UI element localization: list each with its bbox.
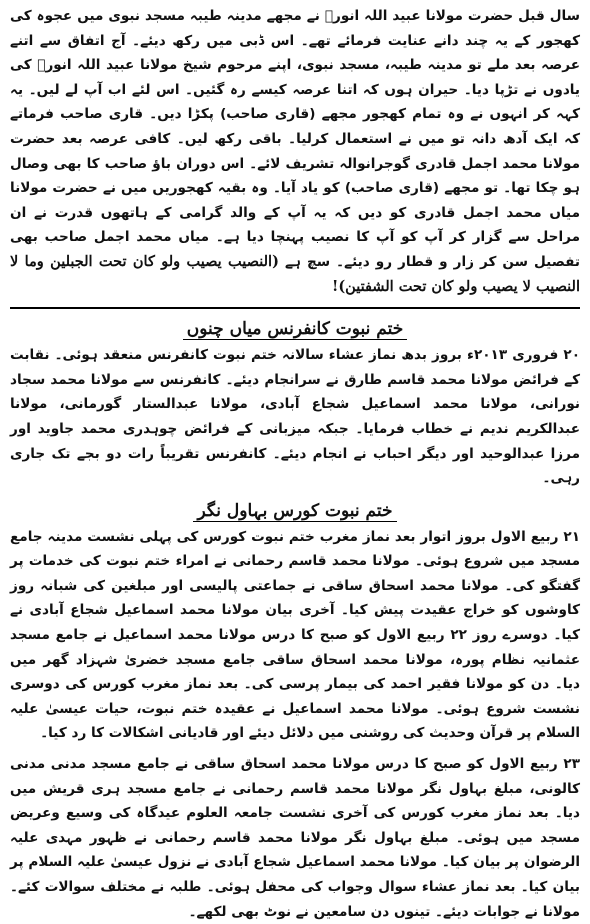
section-heading-mian-channu: ختم نبوت کانفرنس میاں چنوں <box>10 315 580 343</box>
section-paragraph: ۲۱ ربیع الاول بروز اتوار بعد نماز مغرب ختم نبوت کورس کی پہلی نشست مدینہ جامع مسجد میں شروع ہوئی۔ مولانا محمد قاسم رحمانی نے امراء ختم نبوت کی خدمات پر گفتگو کی۔ مولانا محمد اسحاق ساقی نے جماعتی پالیسی اور مبلغین کی شبانہ روز کاوشوں کو خراج عقیدت پیش کیا۔ آخری بیان مولانا محمد اسماعیل شجاع آبادی نے کیا۔ دوسرے روز ۲۲ ربیع الاول کو صبح کا درس مولانا محمد اسماعیل نے جامع مسجد عثمانیہ نظام پورہ، مولانا محمد اسحاق ساقی جامع مسجد خضریٰ شہزاد گھر میں دیا۔ دن کو مولانا فقیر احمد کی بیمار پرسی کی۔ بعد نماز مغرب کورس کی دوسری نشست شروع ہوئی۔ مولانا محمد اسماعیل نے عقیدہ ختم نبوت، حیات عیسیٰ علیہ السلام پر قرآن وحدیث کی روشنی میں دلائل دیئے اور قادیانی اشکالات کا رد کیا۔ <box>10 528 581 742</box>
section-heading-bahawalnagar: ختم نبوت کورس بہاول نگر <box>10 497 580 525</box>
intro-text: سال قبل حضرت مولانا عبید اللہ انورؒ نے مجھے مدینہ طیبہ مسجد نبوی میں عجوہ کی کھجور کے یہ چند دانے عنایت فرمائے تھے۔ اس ڈبی میں رکھ دیئے۔ آج اتفاق سے اتنے عرصہ بعد ملے تو مدینہ طیبہ، مسجد نبوی، اپنے مرحوم شیخ مولانا عبید اللہ انورؒ کی یادوں نے تڑپا دیا۔ حیران ہوں کہ اتنا عرصہ کیسے رہ گئیں۔ اس لئے اب آپ لے لیں۔ یہ کہہ کر انہوں نے وہ تمام کھجور مجھے (قاری صاحب) پکڑا دیں۔ قاری صاحب فرماتے کہ ایک آدھ دانہ تو میں نے استعمال کرلیا۔ باقی رکھ لیں۔ کافی عرصہ بعد حضرت مولانا محمد اجمل قادری گوجرانوالہ تشریف لائے۔ اس دوران باؤ صاحب کا بھی وصال ہو چکا تھا۔ تو مجھے (قاری صاحب) کو یاد آیا۔ وہ بقیہ کھجوریں میں نے حضرت مولانا میاں محمد اجمل قادری کو دیں کہ یہ آپ کے والد گرامی کے ہاتھوں قدرت نے ان مراحل سے گزار کر آپ کو آپ کا نصیب پہنچا دیا ہے۔ میاں محمد اجمل صاحب بھی تفصیل سن کر زار و قطار رو دیئے۔ سچ ہے <box>10 8 581 270</box>
section-divider <box>10 307 580 309</box>
arabic-quote: (النصیب یصیب ولو کان تحت الجبلین وما لا النصیب لا یصیب ولو کان تحت الشفتین)! <box>10 252 580 295</box>
section-paragraph: ۲۳ ربیع الاول کو صبح کا درس مولانا محمد اسحاق ساقی نے جامع مسجد مدنی مدنی کالونی، مبلغ بہاول نگر مولانا محمد قاسم رحمانی نے جامع مسجد ہری قریش میں دیا۔ بعد نماز مغرب کورس کی آخری نشست جامعہ العلوم عیدگاہ کی وسیع وعریض مسجد میں ہوئی۔ مبلغ بہاول نگر مولانا محمد قاسم رحمانی نے ظہور مہدی علیہ الرضوان پر بیان کیا۔ مولانا محمد اسماعیل شجاع آبادی نے نزول عیسیٰ علیہ السلام پر بیان کیا۔ بعد نماز عشاء سوال وجواب کی محفل ہوئی۔ طلبہ نے مختلف سوالات کئے۔ مولانا نے جوابات دیئے۔ تینوں دن سامعین نے نوٹ بھی لکھے۔ <box>10 756 580 920</box>
article-page <box>10 4 580 924</box>
section-paragraph: ۲۰ فروری ۲۰۱۳ء بروز بدھ نماز عشاء سالانہ ختم نبوت کانفرنس منعقد ہوئی۔ نقابت کے فرائض مولانا محمد قاسم طارق نے سرانجام دیئے۔ کانفرنس سے مولانا محمد سجاد نورانی، مولانا محمد اسماعیل شجاع آبادی، مولانا عبدالستار گورمانی، مولانا عبدالکریم ندیم نے خطاب فرمایا۔ جبکہ میزبانی کے فرائض چوہدری محمد جاوید اور مرزا عبدالوحید اور دیگر احباب نے انجام دیئے۔ کانفرنس تقریباً رات دو بجے تک جاری رہی۔ <box>10 347 580 487</box>
intro-paragraph <box>10 4 580 299</box>
